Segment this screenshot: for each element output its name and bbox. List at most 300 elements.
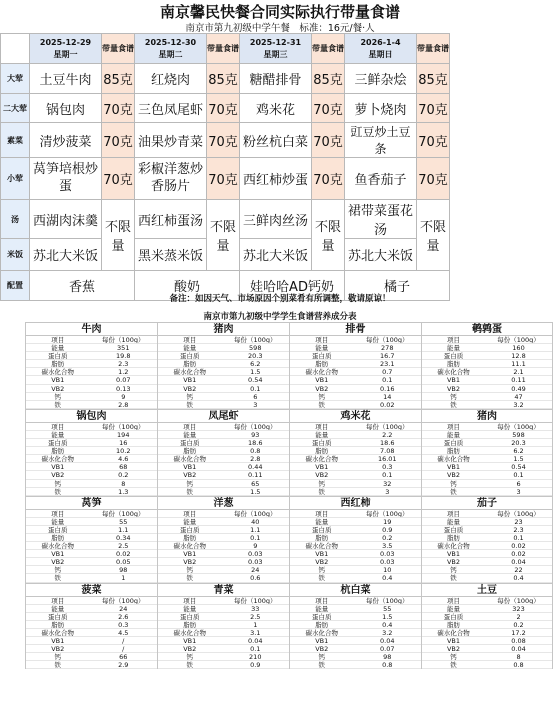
nutrient-label: 脂肪 <box>315 533 329 542</box>
nutrient-header-row <box>158 336 289 344</box>
nutrient-value: 0.05 <box>116 558 131 566</box>
nutrient-value: 18.6 <box>248 439 263 447</box>
nutrient-row <box>26 352 157 360</box>
nutrient-label: 碳水化合物 <box>437 628 470 636</box>
nutrient-row <box>290 637 421 645</box>
nutrient-header-row <box>26 597 157 605</box>
nutrient-label: VB1 <box>183 550 197 558</box>
nutrient-label: 碳水化合物 <box>305 368 338 376</box>
nutrient-row <box>422 431 552 439</box>
nutrient-row <box>290 558 421 566</box>
nutrient-value: 17.2 <box>511 628 526 636</box>
nutrient-row <box>422 566 552 574</box>
nutrient-row <box>290 653 421 661</box>
food-name: 鹌鹑蛋 <box>422 322 552 336</box>
nutrient-value: 0.54 <box>511 463 526 471</box>
nutrient-label: VB2 <box>315 645 329 653</box>
nutrient-header-row <box>290 336 421 344</box>
nutrient-value: 1.1 <box>250 525 261 533</box>
nutrient-row <box>26 661 157 669</box>
nutrient-header-row <box>26 336 157 344</box>
dish-cell: 鸡米花 <box>240 94 312 123</box>
nutrient-row <box>26 542 157 550</box>
nutrient-label: 碳水化合物 <box>173 455 206 463</box>
nutrient-row <box>422 534 552 542</box>
food-block <box>157 322 289 409</box>
nutrient-row <box>26 376 157 384</box>
food-row <box>25 409 553 496</box>
nutrient-row <box>26 645 157 653</box>
nutrient-value: 194 <box>117 430 130 439</box>
nutrient-row <box>422 401 552 409</box>
nutrient-row <box>422 463 552 471</box>
nutrient-value: 8 <box>121 479 126 487</box>
nutrient-label: 铁 <box>54 661 61 669</box>
nutrient-row <box>158 566 289 574</box>
nutrient-item-header: 项目 <box>315 336 329 344</box>
nutrient-row <box>422 637 552 645</box>
food-name: 凤尾虾 <box>158 409 289 423</box>
nutrient-row <box>290 480 421 488</box>
nutrient-header-row <box>290 423 421 431</box>
nutrient-label: 能量 <box>447 517 461 525</box>
food-block <box>289 409 421 496</box>
nutrient-row <box>158 661 289 669</box>
dish-cell: 三色凤尾虾 <box>135 94 207 123</box>
nutrient-label: 脂肪 <box>447 620 461 628</box>
food-row <box>25 322 553 409</box>
nutrient-value: 3 <box>516 487 521 495</box>
nutrient-value: 2.8 <box>118 400 129 408</box>
nutrient-value: 9 <box>253 542 258 550</box>
nutrient-row <box>26 566 157 574</box>
nutrient-row <box>26 550 157 558</box>
unlimited-cell: 不限量 <box>417 200 450 271</box>
nutrient-label: 碳水化合物 <box>305 455 338 463</box>
nutrient-label: 蛋白质 <box>180 612 200 620</box>
nutrient-label: 脂肪 <box>183 620 197 628</box>
nutrient-label: VB1 <box>315 463 329 471</box>
nutrient-row <box>290 455 421 463</box>
nutrient-value: 6 <box>253 392 258 400</box>
nutrient-value: 32 <box>383 479 392 487</box>
amount-cell: 70克 <box>312 123 345 158</box>
nutrient-row <box>290 431 421 439</box>
nutrient-header-row <box>422 510 552 518</box>
food-name: 鸡米花 <box>290 409 421 423</box>
nutrient-label: 铁 <box>54 574 61 582</box>
nutrient-row <box>290 661 421 669</box>
unlimited-cell: 不限量 <box>102 200 135 271</box>
nutrient-value: 0.8 <box>513 661 524 669</box>
nutrient-value: 1.5 <box>382 612 393 620</box>
amount-cell: 85克 <box>207 64 240 94</box>
rice-cell: 苏北大米饭 <box>240 239 312 271</box>
nutrient-header-row <box>158 423 289 431</box>
nutrient-row <box>290 368 421 376</box>
nutrient-value-header: 每份（100g） <box>101 422 145 430</box>
nutrient-value-header: 每份（100g） <box>365 422 409 430</box>
nutrient-row <box>290 645 421 653</box>
nutrient-value-header: 每份（100g） <box>101 509 145 517</box>
nutrient-label: VB2 <box>315 471 329 479</box>
nutrient-label: 蛋白质 <box>48 525 68 533</box>
food-name: 猪肉 <box>158 322 289 336</box>
nutrient-value: 0.1 <box>513 471 524 479</box>
nutrient-label: 能量 <box>183 344 197 352</box>
nutrient-value: 16.7 <box>380 352 395 360</box>
nutrient-label: 蛋白质 <box>48 612 68 620</box>
nutrient-value: 65 <box>251 479 260 487</box>
nutrient-row <box>158 385 289 393</box>
nutrient-value: 4.6 <box>118 455 129 463</box>
food-name: 菠菜 <box>26 583 157 597</box>
soup-cell: 裙带菜蛋花汤 <box>345 200 417 239</box>
nutrient-value: 0.2 <box>382 533 393 542</box>
nutrient-label: 蛋白质 <box>312 439 332 447</box>
nutrient-label: 碳水化合物 <box>173 542 206 550</box>
nutrient-value: 20.3 <box>511 439 526 447</box>
nutrient-row <box>26 431 157 439</box>
food-block <box>157 496 289 583</box>
nutrient-value: 0.7 <box>382 368 393 376</box>
food-block <box>421 583 553 670</box>
nutrient-label: VB2 <box>446 384 461 392</box>
nutrient-row <box>158 455 289 463</box>
nutrient-label: 铁 <box>186 661 193 669</box>
nutrient-value: 0.3 <box>382 463 393 471</box>
nutrition-title: 南京市第九初级中学学生食谱营养成分表 <box>203 312 357 322</box>
nutrient-row <box>158 488 289 496</box>
nutrient-value: 12.8 <box>511 352 526 360</box>
nutrient-row <box>422 344 552 352</box>
nutrient-value: 9 <box>121 392 126 400</box>
nutrient-label: 碳水化合物 <box>173 628 206 636</box>
corner-cell <box>1 34 30 64</box>
row-label: 汤 <box>1 200 30 239</box>
amount-cell: 70克 <box>102 158 135 200</box>
nutrient-label: 钙 <box>318 479 325 487</box>
nutrient-row <box>422 352 552 360</box>
nutrient-label: 脂肪 <box>51 447 65 455</box>
nutrient-value: 1.3 <box>118 487 129 495</box>
nutrient-label: 碳水化合物 <box>305 542 338 550</box>
nutrient-row <box>26 558 157 566</box>
nutrient-value-header: 每份（100g） <box>101 596 145 604</box>
nutrient-value-header: 每份（100g） <box>497 596 540 604</box>
nutrient-value: 0.8 <box>382 661 393 669</box>
nutrient-row <box>290 542 421 550</box>
nutrient-label: 蛋白质 <box>443 612 464 620</box>
nutrient-value: 98 <box>119 566 128 574</box>
nutrient-row <box>158 376 289 384</box>
nutrient-row <box>158 621 289 629</box>
nutrient-label: 脂肪 <box>315 620 329 628</box>
nutrient-row <box>422 480 552 488</box>
nutrient-label: 能量 <box>315 517 329 525</box>
nutrient-label: VB1 <box>51 463 65 471</box>
nutrient-row <box>26 368 157 376</box>
nutrient-row <box>422 360 552 368</box>
nutrient-value: 19.8 <box>116 352 131 360</box>
nutrient-row <box>158 605 289 613</box>
nutrient-row <box>158 439 289 447</box>
row-label: 米饭 <box>1 239 30 271</box>
nutrient-value: 2.3 <box>513 525 524 533</box>
food-block <box>157 409 289 496</box>
rice-cell: 黑米蒸米饭 <box>135 239 207 271</box>
day-header: 2025-12-31 星期三 <box>240 34 312 64</box>
nutrient-label: VB1 <box>315 637 329 645</box>
nutrient-label: 蛋白质 <box>443 352 464 360</box>
dish-cell: 三鲜杂烩 <box>345 64 417 94</box>
nutrient-row <box>290 629 421 637</box>
nutrient-value: 2.5 <box>118 542 129 550</box>
nutrient-label: 脂肪 <box>183 360 197 368</box>
nutrient-value: 93 <box>251 430 260 439</box>
page-title: 南京馨民快餐合同实际执行带量食谱 <box>159 3 400 21</box>
dish-cell: 莴笋培根炒蛋 <box>30 158 102 200</box>
nutrient-value: 3 <box>253 400 258 408</box>
nutrient-value: 0.4 <box>382 574 393 582</box>
nutrient-label: 碳水化合物 <box>41 455 74 463</box>
nutrient-label: VB2 <box>315 558 329 566</box>
nutrient-value: 2 <box>516 612 521 620</box>
nutrient-value-header: 每份（100g） <box>497 422 540 430</box>
nutrient-label: VB1 <box>183 463 197 471</box>
nutrient-row <box>290 393 421 401</box>
food-block <box>421 409 553 496</box>
nutrient-label: 铁 <box>318 661 325 669</box>
row-label: 大荤 <box>1 64 30 94</box>
nutrient-value: 0.04 <box>380 637 395 645</box>
food-name: 茄子 <box>422 496 552 510</box>
nutrient-row <box>422 653 552 661</box>
nutrient-item-header: 项目 <box>315 509 329 517</box>
nutrient-value: 278 <box>381 344 394 352</box>
nutrient-item-header: 项目 <box>315 596 329 604</box>
nutrient-label: VB2 <box>183 645 197 653</box>
nutrient-row <box>158 368 289 376</box>
nutrient-value: 0.4 <box>382 620 393 628</box>
nutrient-value: 0.03 <box>380 550 395 558</box>
nutrient-value: 0.02 <box>116 550 131 558</box>
nutrient-row <box>26 574 157 582</box>
nutrient-item-header: 项目 <box>183 336 197 344</box>
nutrient-row <box>290 566 421 574</box>
nutrient-value: 0.13 <box>116 384 131 392</box>
nutrient-row <box>158 447 289 455</box>
nutrient-value: 0.02 <box>511 550 526 558</box>
nutrient-label: VB2 <box>51 471 65 479</box>
nutrient-value: / <box>122 645 125 653</box>
extra-cell: 酸奶 <box>135 271 240 301</box>
nutrient-value-header: 每份（100g） <box>233 336 277 344</box>
amount-cell: 70克 <box>417 158 450 200</box>
nutrient-value: 2.8 <box>250 455 261 463</box>
nutrient-row <box>422 613 552 621</box>
nutrient-value: 0.9 <box>250 661 261 669</box>
nutrient-label: 钙 <box>186 653 193 661</box>
nutrient-value: 0.1 <box>250 384 261 392</box>
nutrient-row <box>422 439 552 447</box>
nutrient-label: VB1 <box>446 550 461 558</box>
amount-cell: 85克 <box>102 64 135 94</box>
nutrition-table <box>25 322 553 669</box>
food-row <box>25 583 553 670</box>
nutrient-row <box>158 550 289 558</box>
nutrient-label: 碳水化合物 <box>41 628 74 636</box>
nutrient-row <box>26 480 157 488</box>
nutrient-row <box>290 613 421 621</box>
nutrient-value: 1.2 <box>118 368 129 376</box>
nutrient-value: 0.11 <box>511 376 526 384</box>
food-block <box>25 409 157 496</box>
nutrient-label: 碳水化合物 <box>437 368 470 376</box>
nutrient-value: 16.01 <box>377 455 397 463</box>
nutrient-label: 铁 <box>450 487 457 495</box>
nutrient-value: 0.07 <box>380 645 395 653</box>
nutrient-label: VB1 <box>446 376 461 384</box>
nutrient-row <box>158 645 289 653</box>
dish-cell: 锅包肉 <box>30 94 102 123</box>
nutrient-row <box>422 550 552 558</box>
nutrient-row <box>158 637 289 645</box>
amount-cell: 70克 <box>312 158 345 200</box>
nutrient-row <box>290 401 421 409</box>
nutrient-label: 蛋白质 <box>443 439 464 447</box>
nutrient-label: 钙 <box>450 566 457 574</box>
nutrient-label: 脂肪 <box>447 447 461 455</box>
rice-cell: 苏北大米饭 <box>30 239 102 271</box>
nutrient-row <box>26 518 157 526</box>
nutrient-item-header: 项目 <box>51 596 65 604</box>
nutrient-label: VB2 <box>446 645 461 653</box>
nutrient-label: VB2 <box>51 645 65 653</box>
nutrient-row <box>26 488 157 496</box>
day-header: 2025-12-30 星期二 <box>135 34 207 64</box>
nutrient-value: 0.03 <box>248 558 263 566</box>
nutrient-value-header: 每份（100g） <box>233 509 277 517</box>
nutrient-row <box>290 471 421 479</box>
amount-header: 带量食谱 <box>207 34 240 64</box>
nutrient-label: 脂肪 <box>447 360 461 368</box>
food-block <box>421 322 553 409</box>
nutrient-value: 24 <box>251 566 260 574</box>
nutrient-row <box>26 344 157 352</box>
nutrient-value: 8 <box>516 653 521 661</box>
nutrient-row <box>290 488 421 496</box>
nutrient-label: 碳水化合物 <box>437 542 470 550</box>
nutrient-label: 脂肪 <box>315 447 329 455</box>
nutrient-row <box>290 360 421 368</box>
nutrient-row <box>290 344 421 352</box>
nutrient-value: 6.2 <box>513 447 524 455</box>
amount-header: 带量食谱 <box>417 34 450 64</box>
nutrient-row <box>158 360 289 368</box>
nutrient-row <box>26 401 157 409</box>
nutrient-row <box>26 637 157 645</box>
amount-cell: 85克 <box>312 64 345 94</box>
nutrient-row <box>290 518 421 526</box>
nutrient-row <box>26 463 157 471</box>
nutrient-label: 钙 <box>54 392 61 400</box>
nutrient-label: 蛋白质 <box>312 612 332 620</box>
amount-cell: 70克 <box>207 94 240 123</box>
food-name: 洋葱 <box>158 496 289 510</box>
nutrient-value: 11.1 <box>511 360 526 368</box>
nutrient-row <box>422 558 552 566</box>
nutrient-value: 47 <box>514 392 523 400</box>
nutrient-value-header: 每份（100g） <box>365 336 409 344</box>
amount-cell: 70克 <box>312 94 345 123</box>
nutrient-label: VB1 <box>315 550 329 558</box>
nutrient-value: 19 <box>383 517 392 525</box>
nutrient-value: 66 <box>119 653 128 661</box>
nutrient-row <box>422 447 552 455</box>
nutrient-value: 3.2 <box>513 400 524 408</box>
nutrient-row <box>158 558 289 566</box>
food-name: 牛肉 <box>26 322 157 336</box>
nutrient-label: VB2 <box>183 384 197 392</box>
extra-cell: 香蕉 <box>30 271 135 301</box>
nutrient-row <box>422 385 552 393</box>
nutrient-label: 蛋白质 <box>48 439 68 447</box>
dish-cell: 彩椒洋葱炒香肠片 <box>135 158 207 200</box>
extra-cell: 娃哈哈AD钙奶 <box>240 271 345 301</box>
nutrient-label: 能量 <box>447 344 461 352</box>
nutrient-label: 能量 <box>51 604 65 612</box>
nutrient-value: 23 <box>514 517 523 525</box>
nutrient-header-row <box>290 510 421 518</box>
nutrient-label: 铁 <box>318 487 325 495</box>
amount-cell: 70克 <box>417 94 450 123</box>
nutrient-value: 1.5 <box>250 487 261 495</box>
nutrient-label: VB1 <box>183 637 197 645</box>
nutrient-label: 铁 <box>186 400 193 408</box>
amount-header: 带量食谱 <box>312 34 345 64</box>
nutrient-row <box>422 471 552 479</box>
nutrient-value: 3 <box>385 487 390 495</box>
nutrient-label: VB2 <box>183 471 197 479</box>
nutrient-value: 1.5 <box>513 455 524 463</box>
nutrient-item-header: 项目 <box>447 509 461 517</box>
nutrient-value: 0.2 <box>513 620 524 628</box>
nutrient-label: VB1 <box>51 637 65 645</box>
nutrient-label: VB2 <box>51 384 65 392</box>
nutrient-label: 钙 <box>318 566 325 574</box>
nutrient-item-header: 项目 <box>183 509 197 517</box>
nutrient-row <box>26 605 157 613</box>
nutrient-row <box>158 393 289 401</box>
nutrient-row <box>290 621 421 629</box>
nutrient-item-header: 项目 <box>447 596 461 604</box>
nutrient-value: / <box>122 637 125 645</box>
nutrient-label: 能量 <box>51 430 65 439</box>
nutrient-label: 蛋白质 <box>180 525 200 533</box>
nutrient-header-row <box>158 597 289 605</box>
nutrient-row <box>290 463 421 471</box>
nutrient-label: 脂肪 <box>51 360 65 368</box>
nutrient-row <box>422 518 552 526</box>
nutrient-label: 钙 <box>186 566 193 574</box>
nutrient-value: 14 <box>383 392 392 400</box>
nutrient-value: 0.03 <box>380 558 395 566</box>
nutrient-row <box>422 393 552 401</box>
nutrient-label: 钙 <box>318 653 325 661</box>
rice-cell: 苏北大米饭 <box>345 239 417 271</box>
nutrient-label: 能量 <box>51 517 65 525</box>
